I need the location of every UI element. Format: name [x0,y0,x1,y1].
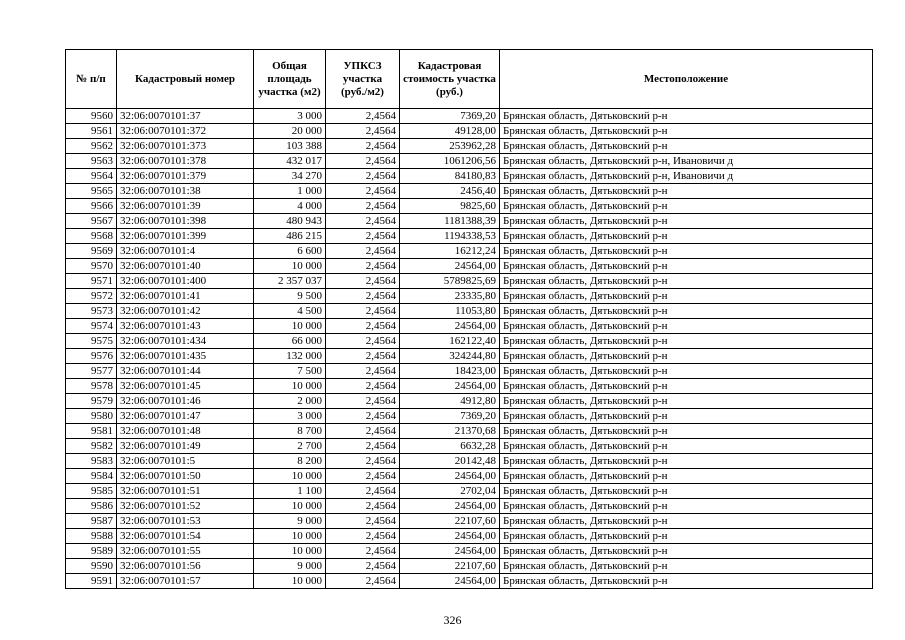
cadastral-number-cell: 32:06:0070101:44 [117,364,254,379]
location-cell: Брянская область, Дятьковский р-н [500,439,873,454]
row-number-cell: 9566 [66,199,117,214]
area-cell: 10 000 [254,379,326,394]
area-cell: 20 000 [254,124,326,139]
location-cell: Брянская область, Дятьковский р-н [500,379,873,394]
location-cell: Брянская область, Дятьковский р-н [500,394,873,409]
cost-cell: 2456,40 [400,184,500,199]
cadastral-number-cell: 32:06:0070101:37 [117,109,254,124]
rate-cell: 2,4564 [326,169,400,184]
area-cell: 1 000 [254,184,326,199]
rate-cell: 2,4564 [326,109,400,124]
location-cell: Брянская область, Дятьковский р-н [500,454,873,469]
cadastral-number-cell: 32:06:0070101:379 [117,169,254,184]
rate-cell: 2,4564 [326,379,400,394]
cost-cell: 9825,60 [400,199,500,214]
cadastral-number-cell: 32:06:0070101:43 [117,319,254,334]
cadastral-number-cell: 32:06:0070101:41 [117,289,254,304]
area-cell: 2 700 [254,439,326,454]
cadastral-number-cell: 32:06:0070101:45 [117,379,254,394]
table-header-row [66,50,873,109]
area-cell: 486 215 [254,229,326,244]
table-row [66,529,873,544]
cadastral-number-cell: 32:06:0070101:372 [117,124,254,139]
rate-cell: 2,4564 [326,529,400,544]
cadastral-number-cell: 32:06:0070101:57 [117,574,254,589]
area-cell: 1 100 [254,484,326,499]
header-location: Местоположение [500,50,873,109]
table-row [66,244,873,259]
cadastral-number-cell: 32:06:0070101:50 [117,469,254,484]
row-number-cell: 9588 [66,529,117,544]
area-cell: 132 000 [254,349,326,364]
row-number-cell: 9581 [66,424,117,439]
cost-cell: 7369,20 [400,109,500,124]
table-row [66,484,873,499]
area-cell: 4 500 [254,304,326,319]
header-rate: УПКСЗ участка (руб./м2) [326,50,400,109]
table-row [66,349,873,364]
table-row [66,214,873,229]
rate-cell: 2,4564 [326,424,400,439]
cadastral-number-cell: 32:06:0070101:38 [117,184,254,199]
table-row [66,469,873,484]
location-cell: Брянская область, Дятьковский р-н [500,139,873,154]
header-cadastral-number: Кадастровый номер [117,50,254,109]
cadastral-number-cell: 32:06:0070101:435 [117,349,254,364]
table-row [66,394,873,409]
location-cell: Брянская область, Дятьковский р-н [500,124,873,139]
cadastral-number-cell: 32:06:0070101:400 [117,274,254,289]
area-cell: 9 000 [254,514,326,529]
row-number-cell: 9578 [66,379,117,394]
location-cell: Брянская область, Дятьковский р-н [500,529,873,544]
rate-cell: 2,4564 [326,469,400,484]
location-cell: Брянская область, Дятьковский р-н [500,244,873,259]
table-row [66,409,873,424]
row-number-cell: 9575 [66,334,117,349]
header-cost: Кадастровая стоимость участка (руб.) [400,50,500,109]
rate-cell: 2,4564 [326,499,400,514]
area-cell: 10 000 [254,574,326,589]
location-cell: Брянская область, Дятьковский р-н [500,184,873,199]
area-cell: 10 000 [254,259,326,274]
cadastral-number-cell: 32:06:0070101:434 [117,334,254,349]
table-row [66,334,873,349]
area-cell: 8 200 [254,454,326,469]
rate-cell: 2,4564 [326,154,400,169]
area-cell: 10 000 [254,544,326,559]
rate-cell: 2,4564 [326,334,400,349]
rate-cell: 2,4564 [326,394,400,409]
cost-cell: 84180,83 [400,169,500,184]
row-number-cell: 9591 [66,574,117,589]
cost-cell: 324244,80 [400,349,500,364]
table-row [66,439,873,454]
location-cell: Брянская область, Дятьковский р-н [500,559,873,574]
cost-cell: 20142,48 [400,454,500,469]
cost-cell: 1194338,53 [400,229,500,244]
cadastral-number-cell: 32:06:0070101:48 [117,424,254,439]
cadastral-number-cell: 32:06:0070101:47 [117,409,254,424]
location-cell: Брянская область, Дятьковский р-н [500,319,873,334]
table-row [66,424,873,439]
location-cell: Брянская область, Дятьковский р-н [500,229,873,244]
table-row [66,154,873,169]
row-number-cell: 9589 [66,544,117,559]
table-row [66,184,873,199]
location-cell: Брянская область, Дятьковский р-н [500,289,873,304]
row-number-cell: 9590 [66,559,117,574]
page-number: 326 [443,613,462,627]
cost-cell: 5789825,69 [400,274,500,289]
location-cell: Брянская область, Дятьковский р-н [500,514,873,529]
area-cell: 34 270 [254,169,326,184]
location-cell: Брянская область, Дятьковский р-н [500,199,873,214]
cost-cell: 4912,80 [400,394,500,409]
location-cell: Брянская область, Дятьковский р-н [500,574,873,589]
row-number-cell: 9579 [66,394,117,409]
table-row [66,259,873,274]
rate-cell: 2,4564 [326,199,400,214]
cadastral-number-cell: 32:06:0070101:5 [117,454,254,469]
rate-cell: 2,4564 [326,349,400,364]
table-row [66,274,873,289]
cost-cell: 22107,60 [400,514,500,529]
table-row [66,199,873,214]
cost-cell: 162122,40 [400,334,500,349]
location-cell: Брянская область, Дятьковский р-н [500,469,873,484]
rate-cell: 2,4564 [326,409,400,424]
rate-cell: 2,4564 [326,139,400,154]
cost-cell: 24564,00 [400,529,500,544]
location-cell: Брянская область, Дятьковский р-н [500,544,873,559]
location-cell: Брянская область, Дятьковский р-н [500,409,873,424]
rate-cell: 2,4564 [326,439,400,454]
cost-cell: 1181388,39 [400,214,500,229]
cadastral-number-cell: 32:06:0070101:40 [117,259,254,274]
table-row [66,109,873,124]
location-cell: Брянская область, Дятьковский р-н [500,304,873,319]
location-cell: Брянская область, Дятьковский р-н [500,364,873,379]
cost-cell: 7369,20 [400,409,500,424]
table-row [66,544,873,559]
cost-cell: 23335,80 [400,289,500,304]
row-number-cell: 9565 [66,184,117,199]
row-number-cell: 9583 [66,454,117,469]
table-row [66,499,873,514]
header-num: № п/п [66,50,117,109]
cost-cell: 21370,68 [400,424,500,439]
location-cell: Брянская область, Дятьковский р-н [500,334,873,349]
rate-cell: 2,4564 [326,304,400,319]
area-cell: 432 017 [254,154,326,169]
cadastral-number-cell: 32:06:0070101:373 [117,139,254,154]
location-cell: Брянская область, Дятьковский р-н [500,274,873,289]
rate-cell: 2,4564 [326,244,400,259]
table-row [66,379,873,394]
rate-cell: 2,4564 [326,454,400,469]
cadastral-number-cell: 32:06:0070101:398 [117,214,254,229]
location-cell: Брянская область, Дятьковский р-н [500,424,873,439]
row-number-cell: 9574 [66,319,117,334]
row-number-cell: 9570 [66,259,117,274]
cadastral-number-cell: 32:06:0070101:42 [117,304,254,319]
rate-cell: 2,4564 [326,124,400,139]
table-row [66,364,873,379]
cost-cell: 6632,28 [400,439,500,454]
cadastral-number-cell: 32:06:0070101:54 [117,529,254,544]
table-body [66,109,873,589]
cadastral-number-cell: 32:06:0070101:56 [117,559,254,574]
header-area: Общая площадь участка (м2) [254,50,326,109]
table-row [66,139,873,154]
cadastral-number-cell: 32:06:0070101:53 [117,514,254,529]
location-cell: Брянская область, Дятьковский р-н [500,349,873,364]
cadastral-number-cell: 32:06:0070101:399 [117,229,254,244]
row-number-cell: 9561 [66,124,117,139]
area-cell: 66 000 [254,334,326,349]
location-cell: Брянская область, Дятьковский р-н, Ивановичи д [500,169,873,184]
location-cell: Брянская область, Дятьковский р-н, Ивановичи д [500,154,873,169]
rate-cell: 2,4564 [326,319,400,334]
area-cell: 8 700 [254,424,326,439]
location-cell: Брянская область, Дятьковский р-н [500,109,873,124]
table-row [66,289,873,304]
area-cell: 2 357 037 [254,274,326,289]
table-row [66,124,873,139]
row-number-cell: 9569 [66,244,117,259]
rate-cell: 2,4564 [326,289,400,304]
rate-cell: 2,4564 [326,364,400,379]
cadastral-number-cell: 32:06:0070101:378 [117,154,254,169]
cost-cell: 24564,00 [400,574,500,589]
cadastral-table [65,49,873,589]
cadastral-number-cell: 32:06:0070101:39 [117,199,254,214]
area-cell: 4 000 [254,199,326,214]
cost-cell: 16212,24 [400,244,500,259]
row-number-cell: 9586 [66,499,117,514]
table-row [66,454,873,469]
cost-cell: 24564,00 [400,259,500,274]
row-number-cell: 9567 [66,214,117,229]
area-cell: 2 000 [254,394,326,409]
cadastral-number-cell: 32:06:0070101:46 [117,394,254,409]
table-row [66,514,873,529]
location-cell: Брянская область, Дятьковский р-н [500,484,873,499]
row-number-cell: 9585 [66,484,117,499]
row-number-cell: 9571 [66,274,117,289]
cost-cell: 24564,00 [400,319,500,334]
cost-cell: 18423,00 [400,364,500,379]
row-number-cell: 9562 [66,139,117,154]
cadastral-number-cell: 32:06:0070101:4 [117,244,254,259]
cadastral-number-cell: 32:06:0070101:51 [117,484,254,499]
row-number-cell: 9576 [66,349,117,364]
row-number-cell: 9572 [66,289,117,304]
cost-cell: 24564,00 [400,499,500,514]
area-cell: 6 600 [254,244,326,259]
rate-cell: 2,4564 [326,229,400,244]
cost-cell: 1061206,56 [400,154,500,169]
table-row [66,169,873,184]
cost-cell: 24564,00 [400,469,500,484]
area-cell: 10 000 [254,499,326,514]
cadastral-number-cell: 32:06:0070101:55 [117,544,254,559]
area-cell: 7 500 [254,364,326,379]
rate-cell: 2,4564 [326,514,400,529]
cost-cell: 11053,80 [400,304,500,319]
area-cell: 10 000 [254,319,326,334]
table-row [66,304,873,319]
rate-cell: 2,4564 [326,184,400,199]
table-row [66,229,873,244]
location-cell: Брянская область, Дятьковский р-н [500,214,873,229]
rate-cell: 2,4564 [326,574,400,589]
rate-cell: 2,4564 [326,559,400,574]
area-cell: 103 388 [254,139,326,154]
rate-cell: 2,4564 [326,274,400,289]
rate-cell: 2,4564 [326,484,400,499]
cost-cell: 49128,00 [400,124,500,139]
cadastral-number-cell: 32:06:0070101:52 [117,499,254,514]
area-cell: 3 000 [254,409,326,424]
table-row [66,574,873,589]
area-cell: 10 000 [254,469,326,484]
area-cell: 10 000 [254,529,326,544]
location-cell: Брянская область, Дятьковский р-н [500,499,873,514]
rate-cell: 2,4564 [326,214,400,229]
location-cell: Брянская область, Дятьковский р-н [500,259,873,274]
cost-cell: 253962,28 [400,139,500,154]
row-number-cell: 9580 [66,409,117,424]
rate-cell: 2,4564 [326,259,400,274]
area-cell: 9 000 [254,559,326,574]
cost-cell: 22107,60 [400,559,500,574]
row-number-cell: 9582 [66,439,117,454]
area-cell: 480 943 [254,214,326,229]
row-number-cell: 9573 [66,304,117,319]
row-number-cell: 9560 [66,109,117,124]
cost-cell: 2702,04 [400,484,500,499]
table-row [66,319,873,334]
rate-cell: 2,4564 [326,544,400,559]
row-number-cell: 9584 [66,469,117,484]
cadastral-number-cell: 32:06:0070101:49 [117,439,254,454]
cost-cell: 24564,00 [400,544,500,559]
area-cell: 3 000 [254,109,326,124]
cost-cell: 24564,00 [400,379,500,394]
row-number-cell: 9564 [66,169,117,184]
row-number-cell: 9577 [66,364,117,379]
row-number-cell: 9587 [66,514,117,529]
row-number-cell: 9563 [66,154,117,169]
area-cell: 9 500 [254,289,326,304]
row-number-cell: 9568 [66,229,117,244]
table-row [66,559,873,574]
